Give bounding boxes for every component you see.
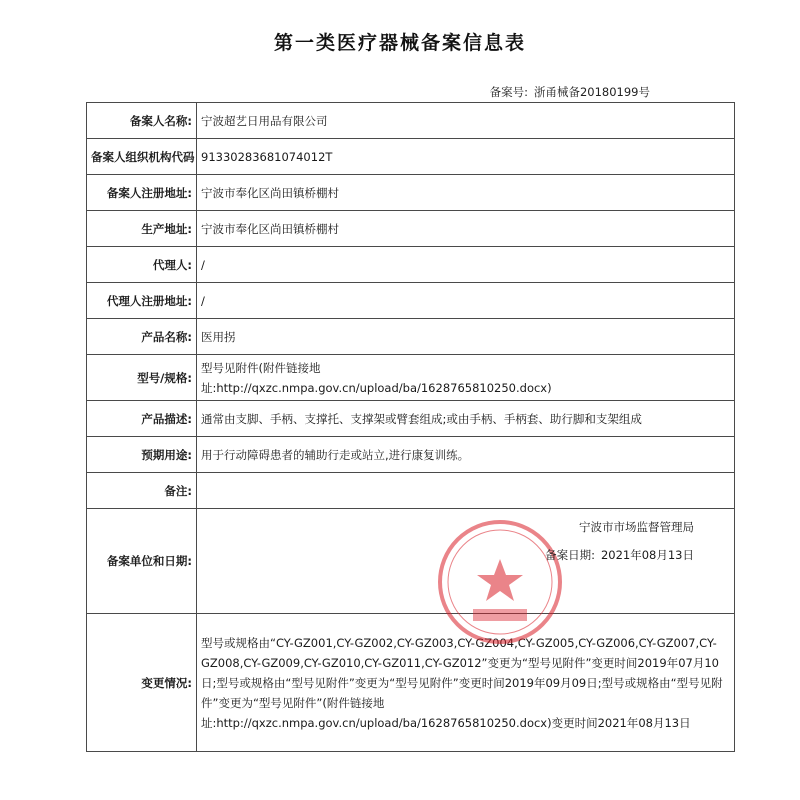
table-row: [87, 175, 735, 211]
record-number: [490, 84, 650, 100]
intended-use-value: 用于行动障碍患者的辅助行走或站立,进行康复训练。: [197, 437, 735, 473]
org-code-value: 91330283681074012T: [197, 139, 735, 175]
registered-address-label: 备案人注册地址:: [87, 175, 197, 211]
remarks-label: 备注:: [87, 473, 197, 509]
filing-issuer: 宁波市市场监督管理局: [579, 520, 694, 534]
intended-use-label: 预期用途:: [87, 437, 197, 473]
record-number-label: 备案号:: [489, 85, 528, 99]
table-row: [87, 437, 735, 473]
filing-date-line: [545, 545, 694, 565]
table-row: [87, 473, 735, 509]
record-number-value: 浙甬械备20180199号: [533, 85, 650, 99]
agent-label: 代理人:: [87, 247, 197, 283]
production-address-value: 宁波市奉化区尚田镇桥棚村: [197, 211, 735, 247]
official-seal-icon: [435, 517, 565, 647]
product-name-value: 医用拐: [197, 319, 735, 355]
model-spec-attachment-link[interactable]: 址:http://qxzc.nmpa.gov.cn/upload/ba/1628765810250.docx): [201, 380, 552, 395]
filing-unit-date-label: 备案单位和日期:: [87, 509, 197, 614]
record-info-table: [86, 102, 735, 752]
table-row: [87, 355, 735, 401]
table-row: [87, 247, 735, 283]
model-spec-label: 型号/规格:: [87, 355, 197, 401]
filing-date-label: 备案日期:: [545, 548, 595, 562]
table-row: [87, 103, 735, 139]
table-row: [87, 283, 735, 319]
agent-address-value: /: [197, 283, 735, 319]
table-row: [87, 211, 735, 247]
product-name-label: 产品名称:: [87, 319, 197, 355]
remarks-value: [197, 473, 735, 509]
filer-name-value: 宁波超艺日用品有限公司: [197, 103, 735, 139]
agent-value: /: [197, 247, 735, 283]
filer-name-label: 备案人名称:: [87, 103, 197, 139]
change-history-label: 变更情况:: [87, 614, 197, 752]
document-title: 第一类医疗器械备案信息表: [273, 32, 526, 54]
model-spec-line-1: 型号见附件(附件链接地: [201, 360, 321, 375]
product-description-value: 通常由支脚、手柄、支撑托、支撑架或臂套组成;或由手柄、手柄套、助行脚和支架组成: [197, 401, 735, 437]
production-address-label: 生产地址:: [87, 211, 197, 247]
change-history-value: 型号或规格由“CY-GZ001,CY-GZ002,CY-GZ003,CY-GZ004,CY-GZ005,CY-GZ006,CY-GZ007,CY-GZ008,CY-GZ009,CY-GZ010,CY-GZ011,CY-GZ012”变更为“型号见附件”变更时间2019年07月10日;型号或规格由“型号见附件”变更为“型号见附件”变更时间2019年09月09日;型号或规格由“型号见附件”变更为“型号见附件”(附件链接地址:http://qxzc.nmpa.gov.cn/upload/ba/1628765810250.docx)变更时间2021年08月13日: [197, 614, 735, 752]
agent-address-label: 代理人注册地址:: [87, 283, 197, 319]
registered-address-value: 宁波市奉化区尚田镇桥棚村: [197, 175, 735, 211]
filing-unit-date-value: [197, 509, 735, 614]
table-row: [87, 319, 735, 355]
filing-date-value: 2021年08月13日: [600, 548, 694, 562]
model-spec-value: [197, 355, 735, 401]
table-row: [87, 139, 735, 175]
table-row: [87, 614, 735, 752]
table-row: [87, 401, 735, 437]
table-row: [87, 509, 735, 614]
org-code-label: 备案人组织机构代码: [87, 139, 197, 175]
product-description-label: 产品描述:: [87, 401, 197, 437]
